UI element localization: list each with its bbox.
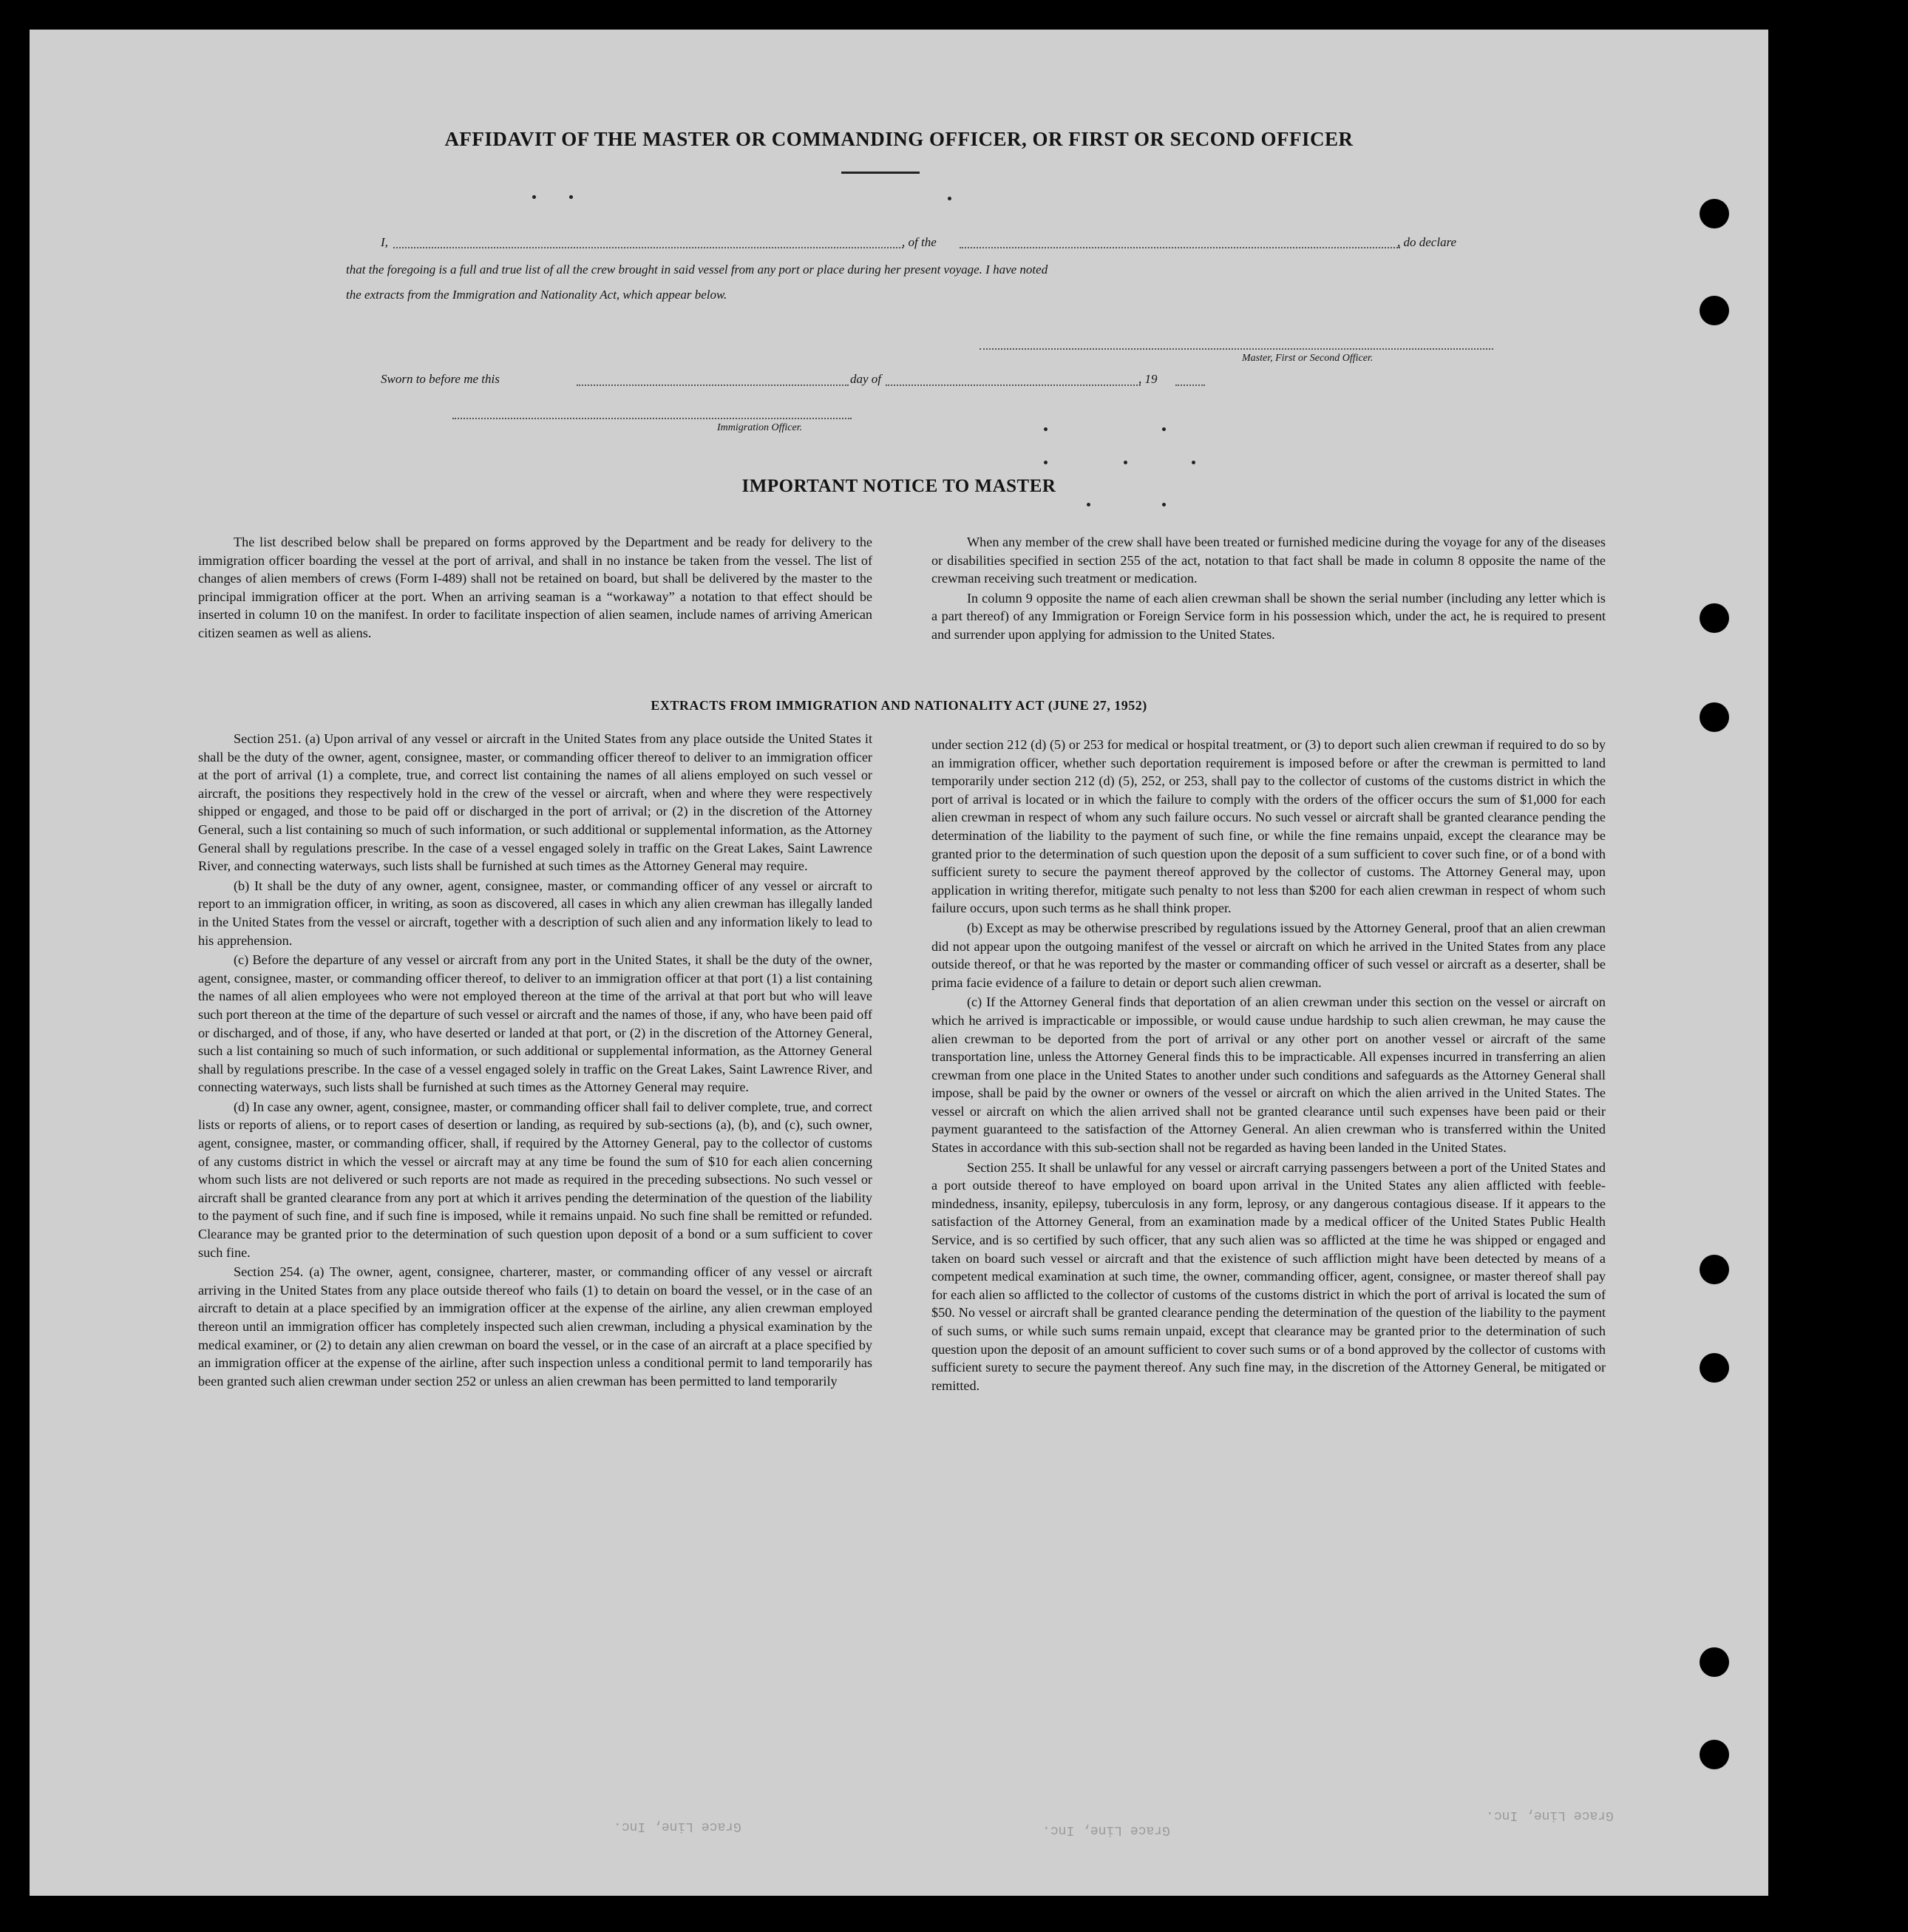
binder-hole <box>1700 199 1729 228</box>
ink-speck <box>1044 461 1048 464</box>
sworn-label: Sworn to before me this <box>381 372 500 386</box>
binder-hole <box>1700 603 1729 633</box>
extracts-right-column <box>931 736 1606 1396</box>
ink-speck <box>1162 503 1166 506</box>
declaration-line-1: that the foregoing is a full and true list of all the crew brought in said vessel from any port or place during her present voyage. I have noted <box>346 262 1048 277</box>
bleed-through-text: Grace Line, Inc. <box>614 1819 741 1834</box>
section-paragraph: (c) If the Attorney General finds that deportation of an alien crewman under this section on the vessel or aircraft on which he arrived is impracticable or impossible, or would cause undue hardship to such alien crewman, he may cause the alien crewman to be deported from the port of arrival or any other port on another vessel or aircraft of the same transportation line, unless the Attorney General finds this to be impracticable. All expenses incurred in transferring an alien crewman from one place in the United States to another under such conditions and safeguards as the Attorney General shall impose, shall be paid by the owner or owners of the vessel or aircraft on which the alien arrived in the United States. The vessel or aircraft on which the alien arrived shall not be granted clearance until such expenses have been paid or their payment guaranteed to the satisfaction of the Attorney General. An alien crewman who is transferred within the United States in accordance with this sub-section shall not be regarded as having been landed in the United States. <box>931 994 1606 1156</box>
affiant-name-field[interactable] <box>393 247 903 248</box>
binder-hole <box>1700 702 1729 732</box>
vessel-name-field[interactable] <box>960 247 1400 248</box>
ink-speck <box>948 197 951 200</box>
master-signature-label: Master, First or Second Officer. <box>1242 353 1374 364</box>
notice-paragraph: The list described below shall be prepared on forms approved by the Department and be ready for delivery to the immigration officer boarding the vessel at the port of arrival, and shall in no instance be taken from the vessel. The list of changes of alien members of crews (Form I-489) shall not be retained on board, but shall be delivered by the master to the principal immigration officer at the port. When an arriving seaman is a “workaway” a notation to that effect should be inserted in column 10 on the manifest. In order to facilitate inspection of alien seamen, include names of arriving American citizen seamen as well as aliens. <box>198 535 872 640</box>
section-paragraph: (c) Before the departure of any vessel or aircraft from any port in the United States, it shall be the duty of the owner, agent, consignee, master, or commanding officer thereof, to deliver to an immigration officer at that port (1) a list containing the names of all alien employees who were not employed thereon at the time of the arrival at that port but who will leave such port thereon at the time of the departure of such vessel or aircraft and the names of those, if any, who have been paid off or discharged, and of those, if any, who have deserted or landed at that port, or (2) in the discretion of the Attorney General, such a list containing so much of such information, or such additional or supplemental information, as the Attorney General shall by regulations prescribe. In the case of a vessel engaged solely in traffic on the Great Lakes, Saint Lawrence River, and connecting waterways, such lists shall be furnished at such times as the Attorney General may require. <box>198 952 872 1095</box>
section-paragraph: Section 254. (a) The owner, agent, consignee, charterer, master, or commanding officer of any vessel or aircraft arriving in the United States from any place outside thereof who fails (1) to detain on board the vessel, or in the case of an aircraft to detain at a place specified by an immigration officer at the expense of the airline, any alien crewman employed thereon until an immigration officer has completely inspected such alien crewman, including a physical examination by the medical examiner, or (2) to detain any alien crewman on board the vessel, or in the case of an aircraft at a place specified by an immigration officer at the expense of the airline, after such inspection unless a conditional permit to land temporarily has been granted such alien crewman under section 252 or unless an alien crewman has been permitted to land temporarily <box>198 1264 872 1389</box>
notice-title: IMPORTANT NOTICE TO MASTER <box>741 476 1056 496</box>
title-divider <box>841 172 920 174</box>
extracts-left-column <box>198 730 872 1392</box>
sworn-year-field[interactable] <box>1175 384 1205 386</box>
year-prefix-label: , 19 <box>1138 372 1158 386</box>
notice-left-column <box>198 533 872 644</box>
binder-hole <box>1700 296 1729 325</box>
ink-speck <box>1192 461 1195 464</box>
section-paragraph: under section 212 (d) (5) or 253 for medical or hospital treatment, or (3) to deport such alien crewman if required to do so by an immigration officer, whether such deportation requirement is imposed before or after the crewman is permitted to land temporarily under section 212 (d) (5), 252, or 253, shall pay to the collector of customs of the customs district in which the port of arrival is located or in which the failure to comply with the orders of the officer occurs the sum of $1,000 for each alien crewman in respect of whom any such failure occurs. No such vessel or aircraft shall be granted clearance pending the determination of the liability to the payment of such fine, or while the fine remains unpaid, except the clearance may be granted prior to the determination of such question upon the deposit of a sum sufficient to cover such fine, or of a bond with sufficient surety to secure the payment thereof approved by the collector of customs. The Attorney General may, upon application in writing therefor, mitigate such penalty to not less than $200 for each alien crewman in respect of whom such failure occurs, upon such terms as he shall think proper. <box>931 737 1606 916</box>
section-paragraph: Section 255. It shall be unlawful for any vessel or aircraft carrying passengers between a port of the United States and a port outside thereof to have employed on board upon arrival in the United States any alien afflicted with feeble-mindedness, insanity, epilepsy, tuberculosis in any form, leprosy, or any dangerous contagious disease. If it appears to the satisfaction of the Attorney General, from an examination made by a medical officer of the United States Public Health Service, and is so certified by such officer, that any such alien was so afflicted at the time he was shipped or engaged and taken on board such vessel or aircraft and that the existence of such affliction might have been detected by means of a competent medical examination at such time, the owner, commanding officer, agent, consignee, or master thereof shall pay for each alien so afflicted to the collector of customs of the customs district in which the port of arrival is located the sum of $50. No vessel or aircraft shall be granted clearance pending the determination of the question of the liability to the payment of such sums, or while such sums remain unpaid, except that clearance may be granted prior to the determination of such question upon the deposit of an amount sufficient to cover such sums or of a bond approved by the collector of customs with sufficient surety to secure the payment thereof. Any such fine may, in the discretion of the Attorney General, be mitigated or remitted. <box>931 1159 1606 1393</box>
binder-hole <box>1700 1740 1729 1769</box>
ink-speck <box>1044 427 1048 431</box>
day-of-label: day of <box>850 372 882 386</box>
bleed-through-text: Grace Line, Inc. <box>1042 1823 1170 1837</box>
master-signature-line[interactable] <box>980 348 1493 350</box>
ink-speck <box>569 195 573 199</box>
of-the-label: , of the <box>902 235 937 249</box>
affiant-label: I, <box>381 235 388 249</box>
notice-paragraph: In column 9 opposite the name of each alien crewman shall be shown the serial number (including any letter which is a part thereof) of any Immigration or Foreign Service form in his possession which, under the act, he is required to present and surrender upon applying for admission to the United States. <box>931 590 1606 642</box>
sworn-month-field[interactable] <box>886 384 1141 386</box>
binder-hole <box>1700 1647 1729 1677</box>
do-declare-label: , do declare <box>1397 235 1457 249</box>
notice-paragraph: When any member of the crew shall have been treated or furnished medicine during the voyage for any of the diseases or disabilities specified in section 255 of the act, notation to that fact shall be made in column 8 opposite the name of the crewman receiving such treatment or medication. <box>931 535 1606 586</box>
section-paragraph: (d) In case any owner, agent, consignee, master, or commanding officer shall fail to deliver complete, true, and correct lists or reports of aliens, or to report cases of desertion or landing, as required by sub-sections (a), (b), and (c), such owner, agent, consignee, master, or commanding officer, shall, if required by the Attorney General, pay to the collector of customs of any customs district in which the vessel or aircraft may at any time be found the sum of $10 for each alien concerning whom such lists are not delivered or such reports are not made as required in the preceding subsections. No such vessel or aircraft shall be granted clearance from any port at which it arrives pending the determination of the question of the liability to the payment of such fine, and if such fine is imposed, while it remains unpaid. No such fine shall be remitted or refunded. Clearance may be granted prior to the determination of such question upon deposit of a bond or a sum sufficient to cover such fine. <box>198 1099 872 1260</box>
section-paragraph: (b) Except as may be otherwise prescribed by regulations issued by the Attorney General, proof that an alien crewman did not appear upon the outgoing manifest of the vessel or aircraft on which he arrived in the United States from any place outside thereof, or that he was reported by the master or commanding officer of such vessel or aircraft as a deserter, shall be prima facie evidence of a failure to detain or deport such alien crewman. <box>931 920 1606 990</box>
bleed-through-text: Grace Line, Inc. <box>1486 1808 1614 1823</box>
ink-speck <box>1162 427 1166 431</box>
section-paragraph: (b) It shall be the duty of any owner, agent, consignee, master, or commanding officer of any vessel or aircraft to report to an immigration officer, in writing, as soon as discovered, all cases in which any alien crewman has illegally landed in the United States from the vessel or aircraft, together with a description of such alien and any information likely to lead to his apprehension. <box>198 878 872 948</box>
notice-right-column <box>931 533 1606 645</box>
sworn-day-field[interactable] <box>577 384 849 386</box>
officer-signature-line[interactable] <box>452 418 852 419</box>
binder-hole <box>1700 1255 1729 1284</box>
officer-signature-label: Immigration Officer. <box>717 422 803 433</box>
affidavit-title: AFFIDAVIT OF THE MASTER OR COMMANDING OFFICER, OR FIRST OR SECOND OFFICER <box>444 128 1354 150</box>
ink-speck <box>1124 461 1127 464</box>
extracts-title: EXTRACTS FROM IMMIGRATION AND NATIONALITY ACT (JUNE 27, 1952) <box>651 698 1147 713</box>
section-paragraph: Section 251. (a) Upon arrival of any vessel or aircraft in the United States from any place outside the United States it shall be the duty of the owner, agent, consignee, master, or commanding officer thereof to deliver to an immigration officer at the port of arrival (1) a complete, true, and correct list containing the names of all aliens employed on such vessel or aircraft, the positions they respectively hold in the crew of the vessel or aircraft, when and where they were respectively shipped or engaged, and those to be paid off or discharged in the port of arrival; or (2) in the discretion of the Attorney General, such a list containing so much of such information, or such additional or supplemental information, as the Attorney General shall by regulations prescribe. In the case of a vessel engaged solely in traffic on the Great Lakes, Saint Lawrence River, and connecting waterways, such lists shall be furnished at such times as the Attorney General may require. <box>198 731 872 874</box>
declaration-line-2: the extracts from the Immigration and Nationality Act, which appear below. <box>346 288 727 302</box>
manifest-back-page <box>30 30 1768 1896</box>
binder-hole <box>1700 1353 1729 1383</box>
ink-speck <box>532 195 536 199</box>
ink-speck <box>1087 503 1090 506</box>
